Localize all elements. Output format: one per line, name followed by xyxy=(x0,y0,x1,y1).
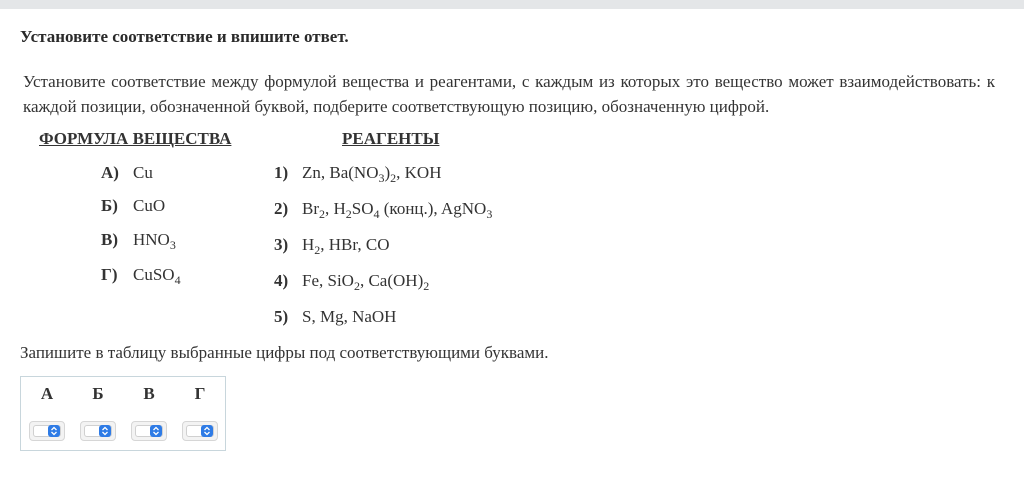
select-arrows-icon xyxy=(48,425,60,437)
reagent-value: S, Mg, NaOH xyxy=(302,307,397,326)
reagent-value: Fe, SiO$_2$, $Ca(OH)_2$ xyxy=(302,271,430,293)
reagent-value: $H_2$, HBr, CO xyxy=(302,235,390,257)
answer-table xyxy=(20,376,226,451)
reagent-label: 3) xyxy=(274,235,289,254)
reagent-label: 1) xyxy=(274,163,289,182)
task-heading: Установите соответствие и впишите ответ. xyxy=(20,27,349,46)
formula-label: В) xyxy=(101,230,118,249)
answer-header-b: Б xyxy=(92,384,104,403)
formula-value: Cu xyxy=(133,163,153,182)
formula-column-header: ФОРМУЛА ВЕЩЕСТВА xyxy=(39,129,232,148)
select-arrows-icon xyxy=(99,425,111,437)
answer-select-g[interactable] xyxy=(182,421,218,441)
formula-label: Б) xyxy=(101,196,118,215)
reagents-column-header: РЕАГЕНТЫ xyxy=(342,129,440,148)
formula-value: CuSO$_4$ xyxy=(133,265,181,287)
formula-value: $HNO_3$ xyxy=(133,230,176,252)
answer-select-a[interactable] xyxy=(29,421,65,441)
answer-select-b[interactable] xyxy=(80,421,116,441)
formula-value: CuO xyxy=(133,196,166,215)
formula-label: А) xyxy=(101,163,119,182)
answer-header-v: В xyxy=(143,384,155,403)
formula-label: Г) xyxy=(101,265,118,284)
reagent-value: $Br_2$, $H_2SO_4$ (конц.), AgNO$_3$ xyxy=(302,199,493,221)
answer-header-g: Г xyxy=(194,384,206,403)
answer-header-a: А xyxy=(40,384,54,403)
select-arrows-icon xyxy=(150,425,162,437)
answer-instruction: Запишите в таблицу выбранные цифры под соответствующими буквами. xyxy=(20,343,549,362)
top-bar xyxy=(0,0,1024,9)
select-arrows-icon xyxy=(201,425,213,437)
answer-select-v[interactable] xyxy=(131,421,167,441)
task-description: Установите соответствие между формулой вещества и реагентами, с каждым из которых это вещество может взаимодействовать: к каждой позиции, обозначенной буквой, подберите соответствующую позицию, обозначенную цифрой. xyxy=(23,72,995,116)
reagent-label: 4) xyxy=(274,271,289,290)
reagent-value: Zn, $Ba(NO_3)_2$, KOH xyxy=(302,163,442,185)
reagent-label: 2) xyxy=(274,199,289,218)
reagent-label: 5) xyxy=(274,307,289,326)
